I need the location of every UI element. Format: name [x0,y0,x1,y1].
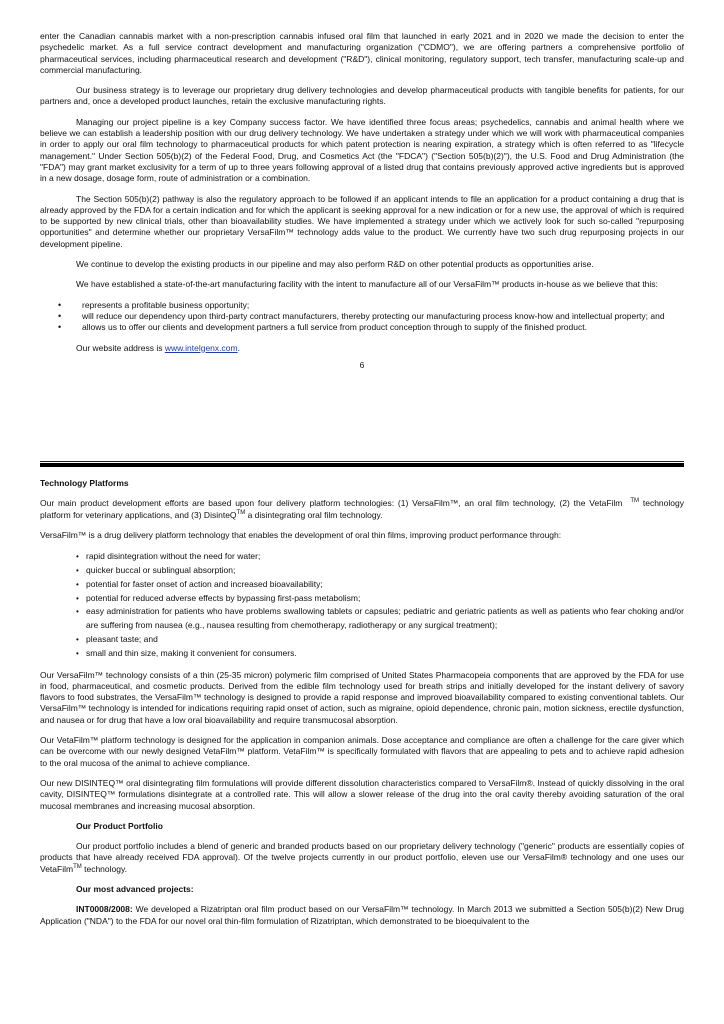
heading-advanced-projects: Our most advanced projects: [76,884,194,895]
paragraph-cdmo: enter the Canadian cannabis market with a non-prescription cannabis infused oral film that launched in early 2021 and in 2020 we made the decision to enter the psychedelic market. As a full service contract development and manufacturing organization ("CDMO"), we are offering partners a comprehensive portfolio of pharmaceutical services, including pharmaceutical research and development ("R&D"), clinical monitoring, regulatory support, tech transfer, manufacturing scale-up and commercial manufacturing. [40,31,684,75]
list-item: • will reduce our dependency upon third-party contract manufacturers, thereby protecting our manufacturing process know-how and intellectual property; and [40,311,684,322]
website-suffix: . [237,342,240,353]
website-link[interactable]: www.intelgenx.com [164,342,238,353]
list-item: • pleasant taste; and [40,633,684,647]
list-item: • quicker buccal or sublingual absorption; [40,564,684,578]
technology-section [40,478,684,927]
paragraph-manufacturing-facility: We have established a state-of-the-art manufacturing facility with the intent to manufacture all of our VersaFilm™ products in-house as we believe that this: [76,279,658,290]
paragraph-pipeline-development: We continue to develop the existing products in our pipeline and may also perform R&D on other potential products as opportunities arise. [76,259,594,270]
versafilm-benefits-list [40,550,684,660]
trademark-mark: TM [630,498,640,505]
manufacturing-benefits-list [40,300,684,334]
list-item: • represents a profitable business opportunity; [40,300,684,311]
paragraph-business-strategy: Our business strategy is to leverage our proprietary drug delivery technologies and develop pharmaceutical products with tangible benefits for patients, for our partners and, once a developed product launches, retain the exclusive manufacturing rights. [40,85,684,107]
trademark-mark: TM [73,863,82,870]
trademark-mark: TM [236,509,246,516]
list-item: • rapid disintegration without the need for water; [40,550,684,564]
list-item: • easy administration for patients who have problems swallowing tablets or capsules; pediatric and geriatric patients as well as patients who fear choking and/or are suffering from nausea (e.g., nausea resulting from chemotherapy, radiotherapy or any surgical treatment); [40,605,684,633]
project-description: We developed a Rizatriptan oral film product based on our VersaFilm™ technology. In March 2013 we submitted a Section 505(b)(2) New Drug Application ("NDA") to the FDA for our novel oral thin-film formulation of Rizatriptan, which demonstrated to be bioequivalent to the [40,904,684,926]
list-item: • potential for reduced adverse effects by bypassing first-pass metabolism; [40,592,684,606]
page-6-section [40,31,684,371]
paragraph-vetafilm: Our VetaFilm™ platform technology is designed for the application in companion animals. Dose acceptance and compliance are often a challenge for the care giver which can be overcome with our newly designed VetaFilm™ platform. VetaFilm™ is specifically formulated with flavors that are appealing to pets and to achieve rapid adhesion to the oral mucosa of the animal to achieve compliance. [40,735,684,768]
project-code: INT0008/2008: [76,904,133,915]
list-item: • small and thin size, making it convenient for consumers. [40,647,684,661]
paragraph-project-pipeline: Managing our project pipeline is a key Company success factor. We have identified three focus areas; psychedelics, cannabis and animal health where we believe we can establish a leadership position with our drug delivery technology. We have undertaken a strategy under which we will work with pharmaceutical companies in order to apply our oral film technology to pharmaceutical products for which patent protection is nearing expiration, a strategy which is often referred to as "lifecycle management." Under Section 505(b)(2) of the Federal Food, Drug, and Cosmetics Act (the "FDCA") ("Section 505(b)(2)"), the U.S. Food and Drug Administration (the "FDA") may grant market exclusivity for a term of up to three years following approval of a listed drug that contains previously approved active ingredients but is approved in a new dosage, dosage form, route of administration or a combination. [40,116,684,184]
paragraph-int0008 [40,904,684,927]
paragraph-versafilm-intro: VersaFilm™ is a drug delivery platform technology that enables the development of oral thin films, improving product performance through: [40,529,562,540]
paragraph-delivery-platforms [40,498,684,521]
paragraph-website [40,343,684,354]
portfolio-text-2: technology. [81,863,127,874]
page-divider-thin [40,461,684,462]
heading-technology-platforms: Technology Platforms [40,478,129,488]
paragraph-disinteq: Our new DISINTEQ™ oral disintegrating film formulations will provide different dissolution characteristics compared to VersaFilm®. Instead of quickly dissolving in the oral cavity, DISINTEQ™ formulations disintegrate at a controlled rate. This will allow a slower release of the drug into the oral cavity thereby avoiding saturation of the oral mucosal membranes and increasing mucosal absorption. [40,777,684,811]
heading-product-portfolio: Our Product Portfolio [76,820,163,831]
website-prefix: Our website address is [76,342,165,353]
page-divider-thick [40,463,684,467]
platforms-text-2: technology platform for veterinary applications, and (3) DisinteQ [40,498,684,520]
list-item: • allows us to offer our clients and development partners a full service from product conception through to supply of the finished product. [40,322,684,333]
paragraph-versafilm-technology: Our VersaFilm™ technology consists of a thin (25-35 micron) polymeric film comprised of United States Pharmacopeia components that are approved by the FDA for use in food, pharmaceutical, and cosmetic products. Derived from the edible film technology used for breath strips and initially developed for the instant delivery of savory flavors to food substrates, the VersaFilm™ technology is designed to provide a rapid response and improved bioavailability compared to existing conventional tablets. Our VersaFilm™ technology is intended for indications requiring rapid onset of action, such as migraine, opioid dependence, chronic pain, motion sickness, erectile dysfunction, and nausea or for drug that have a low oral bioavailability and require transmucosal absorption. [40,669,684,725]
platforms-text-3: a disintegrating oral film technology. [245,509,383,520]
paragraph-product-portfolio [40,841,684,875]
list-item: • potential for faster onset of action and increased bioavailability; [40,578,684,592]
portfolio-text-1: Our product portfolio includes a blend of generic and branded products based on our proprietary delivery technology ("generic" products are essentially copies of products that have already received FDA approval). Of the twelve projects currently in our product portfolio, eleven use our VersaFilm® technology and one uses our VetaFilm [40,841,684,874]
platforms-text-1: Our main product development efforts are based upon four delivery platform technologies: (1) VersaFilm™, an oral film technology, (2) the VetaFilm [40,498,623,509]
page-number: 6 [359,359,365,370]
paragraph-505b2-pathway: The Section 505(b)(2) pathway is also the regulatory approach to be followed if an applicant intends to file an application for a product containing a drug that is already approved by the FDA for a certain indication and for which the applicant is seeking approval for a new indication or for a new use, the approval of which is required to be supported by new clinical trials, other than bioavailability studies. We have implemented a strategy under which we actively look for such so-called "repurposing opportunities" and determine whether our proprietary VersaFilm™ technology adds value to the product. We currently have two such drug repurposing projects in our development pipeline. [40,193,684,249]
